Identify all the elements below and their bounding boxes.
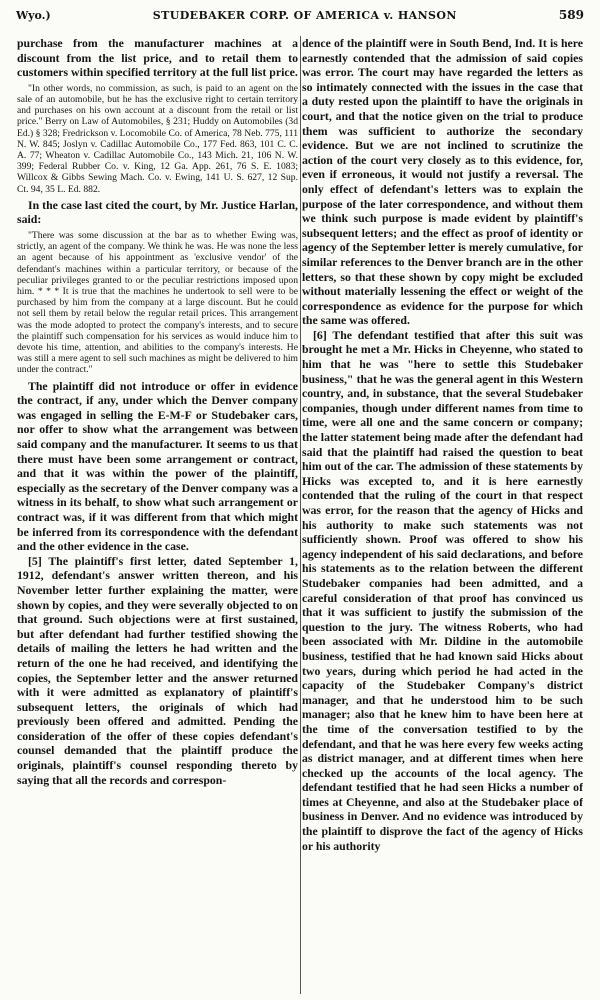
block-quote-harlan: "There was some discussion at the bar as to whether Ewing was, strictly, an agent of the company. We think he was. He was none the less an agent because of his appointment as 'exclusive vendor' of the defendant's machines within a particular territory, or because of the peculiar privileges granted to or the peculiar restrictions imposed upon him. * * * It is true that the machines he undertook to sell were to be purchased by him from the company at a large discount. But he could not sell them by retail below the regular retail prices. This arrangement was the mode adopted to protect the company's interests, and to secure the plaintiff such compensation for his services as would induce him to devote his time, attention, and abilities to the company's interests. He was still a mere agent to sell such machines as might be delivered to him under the contract." xyxy=(17,230,298,376)
paragraph-headnote-6: [6] The defendant testified that after this suit was brought he met a Mr. Hicks in Cheyenne, who stated to him that he was "here to settle this Studebaker business," that he was the general agent in this Western country, and, in substance, that the several Studebaker companies, though under different names from time to time, were all one and the same concern or company; the latter statement being made after the defendant had said that the plaintiff had raised the question to beat him out of the car. The admission of these statements by Hicks was excepted to, and it is here earnestly contended that the ruling of the court in that respect was error, for the reason that the agency of Hicks and his authority to make such statements was not sufficiently shown. Proof was offered to show his agency independent of his said declarations, and before his statements as to the relation between the different Studebaker companies had been admitted, and a careful consideration of that proof has convinced us that it was sufficient to justify the submission of the question to the jury. The witness Roberts, who had been associated with Mr. Dildine in the automobile business, testified that he had known said Hicks about two years, during which period he had acted in the capacity of the Studebaker Company's district manager, and that he understood him to be such manager; also that he knew him to have been here at the time of the conversation testified to by the defendant, and that he was here every few weeks acting as district manager, and at different times when here checked up the accounts of the local agency. The defendant testified that he had seen Hicks a number of times at Cheyenne, and also at the Studebaker place of business in Denver. And no evidence was introduced by the plaintiff to disprove the fact of the agency of Hicks or his authority xyxy=(302,327,583,853)
block-quote-berry: "In other words, no commission, as such, is paid to an agent on the sale of an automobile, but he has the exclusive right to certain territory and purchases on his own account at a discount from the retail or list price." Berry on Law of Automobiles, § 231; Huddy on Automobiles (3d Ed.) § 328; Fredrickson v. Locomobile Co. of America, 78 Neb. 775, 111 N. W. 845; Joslyn v. Cadillac Automobile Co., 177 Fed. 863, 101 C. C. A. 77; Wheaton v. Cadillac Automobile Co., 143 Mich. 21, 106 N. W. 399; Federal Rubber Co. v. King, 12 Ga. App. 261, 76 S. E. 1083; Willcox & Gibbs Sewing Mach. Co. v. Ewing, 141 U. S. 627, 12 Sup. Ct. 94, 35 L. Ed. 882. xyxy=(17,82,298,195)
paragraph-headnote-5: [5] The plaintiff's first letter, dated September 1, 1912, defendant's answer written thereon, and his November letter further explaining the matter, were shown by copies, and they were severally objected to on that ground. Such objections were at first sustained, but after defendant had further testified showing the details of mailing the letters he had written and the return of the one he had received, and identifying the copies, the September letter and the answer returned with it were admitted as explanatory of plaintiff's subsequent letters, the originals of which had previously been offered and admitted. Pending the consideration of the offer of these copies defendant's counsel demanded that the plaintiff produce the originals, plaintiff's counsel responding thereto by saying that all the records and correspon- xyxy=(17,553,298,787)
page-number: 589 xyxy=(558,8,584,22)
paragraph-harlan-intro: In the case last cited the court, by Mr. Justice Harlan, said: xyxy=(17,197,298,227)
paragraph-continued: purchase from the manufacturer machines at a discount from the list price, and to retail them to customers within specified territory at the full list price. xyxy=(17,36,298,80)
column-divider xyxy=(300,36,301,994)
paragraph-continued-right: dence of the plaintiff were in South Bend, Ind. It is here earnestly contended that the admission of said copies was error. The court may have regarded the letters as so intimately connected with the issues in the case that a duty rested upon the plaintiff to have the originals in court, and that the notice given on the trial to produce them was sufficient to authorize the secondary evidence. But we are not inclined to scrutinize the action of the court very closely as to this evidence, for, even if erroneous, it would not justify a reversal. The only effect of defendant's letters was to explain the purpose of the later correspondence, and without them we think such purpose is made evident by plaintiff's subsequent letters; and the effect as proof of identity or agency of the September letter is merely cumulative, for similar references to the Denver branch are in the other letters, so that these shown by copy might be excluded without materially lessening the effect or weight of the correspondence as evidence for the purpose for which the same was offered. xyxy=(302,36,583,328)
case-title: STUDEBAKER CORP. OF AMERICA v. HANSON xyxy=(152,8,457,22)
state-abbreviation: Wyo.) xyxy=(16,8,51,22)
right-column xyxy=(302,36,583,994)
left-column xyxy=(17,36,298,994)
paragraph-contract: The plaintiff did not introduce or offer in evidence the contract, if any, under which the Denver company was engaged in selling the E-M-F or Studebaker cars, nor offer to show what the arrangement was between said company and the manufacturer. It seems to us that there must have been some arrangement or contract, and that it was within the power of the plaintiff, especially as the secretary of the Denver company was a witness in its behalf, to show what such arrangement or contract was, if it was different from that which might be inferred from its correspondence with the defendant and the other evidence in the case. xyxy=(17,378,298,554)
text-columns xyxy=(17,36,583,994)
running-header xyxy=(16,4,584,26)
